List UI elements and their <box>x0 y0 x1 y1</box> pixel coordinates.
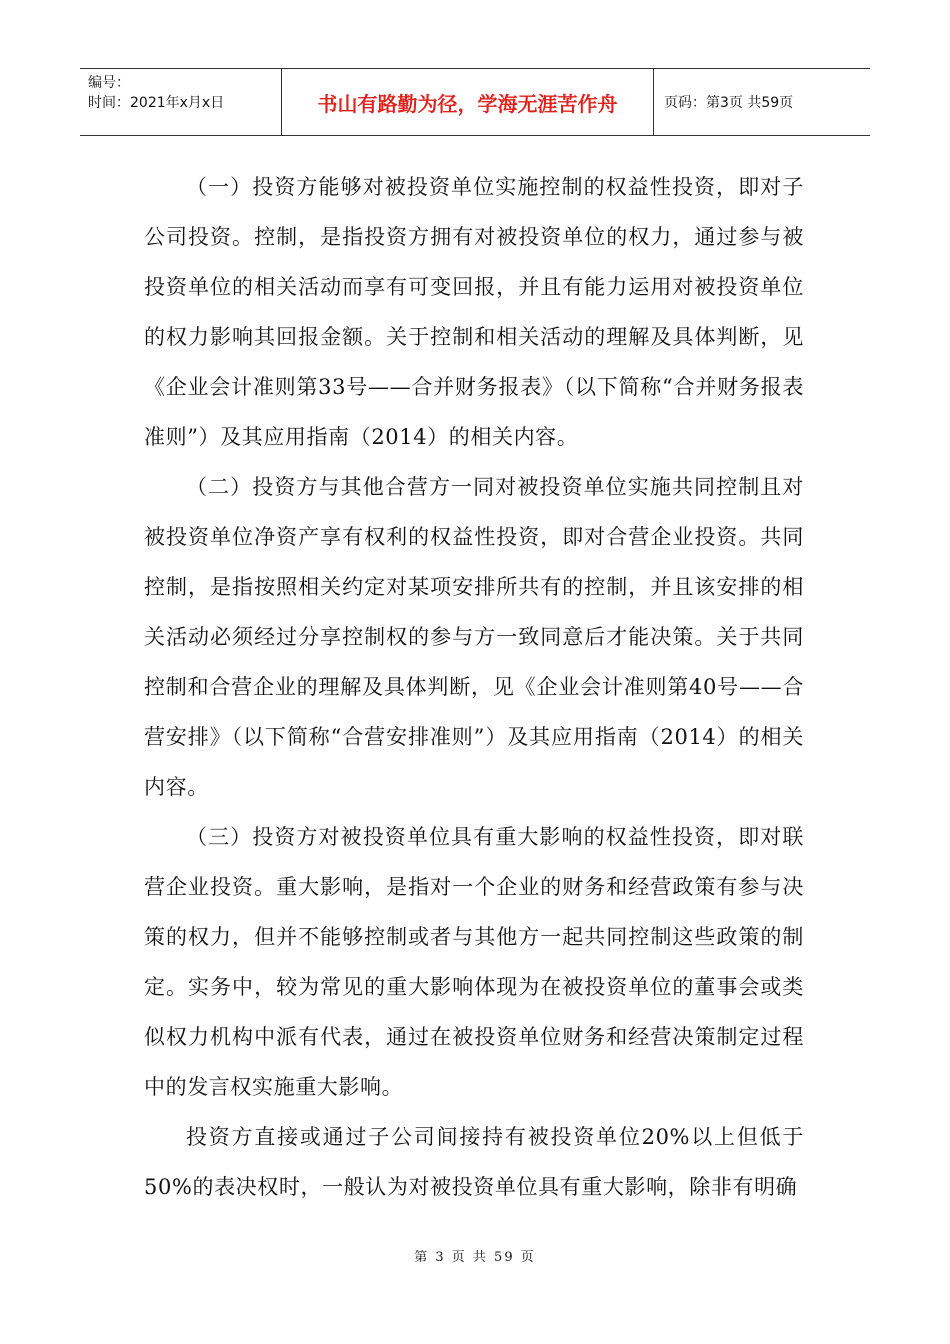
document-time-label: 时间：2021年x月x日 <box>88 95 225 111</box>
header-meta <box>80 69 282 135</box>
document-body <box>144 162 804 1212</box>
page-footer: 第 3 页 共 59 页 <box>414 1250 536 1265</box>
header-page-info: 页码：第3页 共59页 <box>664 95 794 111</box>
paragraph-joint-venture-investment: （二）投资方与其他合营方一同对被投资单位实施共同控制且对被投资单位净资产享有权利的权益性投资，即对合营企业投资。共同控制，是指按照相关约定对某项安排所共有的控制，并且该安排的相关活动必须经过分享控制权的参与方一致同意后才能决策。关于共同控制和合营企业的理解及具体判断，见《企业会计准则第40号——合营安排》（以下简称“合营安排准则”）及其应用指南（2014）的相关内容。 <box>144 475 804 799</box>
paragraph-associate-investment: （三）投资方对被投资单位具有重大影响的权益性投资，即对联营企业投资。重大影响，是指对一个企业的财务和经营政策有参与决策的权力，但并不能够控制或者与其他方一起共同控制这些政策的制定。实务中，较为常见的重大影响体现为在被投资单位的董事会或类似权力机构中派有代表，通过在被投资单位财务和经营决策制定过程中的发言权实施重大影响。 <box>144 825 804 1099</box>
document-number-label: 编号： <box>88 75 130 91</box>
page-header <box>80 68 870 136</box>
paragraph-subsidiary-investment: （一）投资方能够对被投资单位实施控制的权益性投资，即对子公司投资。控制，是指投资方拥有对被投资单位的权力，通过参与被投资单位的相关活动而享有可变回报，并且有能力运用对被投资单位的权力影响其回报金额。关于控制和相关活动的理解及具体判断，见《企业会计准则第33号——合并财务报表》（以下简称“合并财务报表准则”）及其应用指南（2014）的相关内容。 <box>144 175 804 449</box>
paragraph-voting-rights: 投资方直接或通过子公司间接持有被投资单位20%以上但低于50%的表决权时，一般认为对被投资单位具有重大影响，除非有明确 <box>144 1125 804 1199</box>
header-motto: 书山有路勤为径，学海无涯苦作舟 <box>282 69 654 135</box>
